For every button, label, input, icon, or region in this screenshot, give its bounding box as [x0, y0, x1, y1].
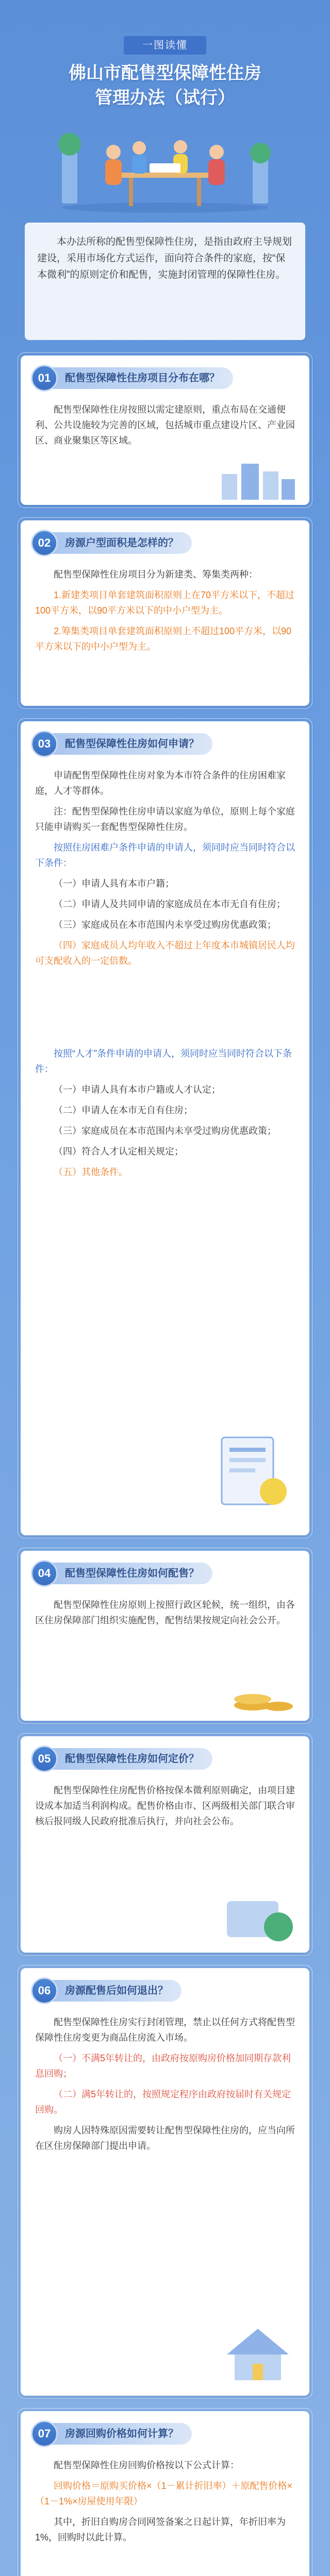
section-number: 03 [31, 731, 58, 757]
section-04-header [31, 1560, 212, 1587]
paragraph: 配售型保障性住房回购价格按以下公式计算： [54, 2460, 239, 2470]
section-number: 01 [31, 365, 58, 392]
title-line-2: 管理办法（试行） [95, 88, 235, 108]
paragraph: （一）申请人具有本市户籍； [54, 878, 174, 889]
paragraph: 按照住房困难户条件申请的申请人，须同时应当同时符合以下条件： [35, 842, 295, 868]
section-title: 配售型保障性住房如何申请？ [51, 733, 212, 755]
paragraph: 购房人因特殊原因需要转让配售型保障性住房的，应当向所在区住房保障部门提出申请。 [35, 2125, 295, 2151]
intro-text: 本办法所称的配售型保障性住房，是指由政府主导规划建设，采用市场化方式运作，面向符合条件的家庭，按“保本微利”的原则定价和配售，实施封闭管理的保障性住房。 [25, 223, 305, 340]
section-05-header [31, 1745, 212, 1772]
paragraph: 注：配售型保障性住房申请以家庭为单位，原则上每个家庭只能申请购买一套配售型保障性住房。 [35, 806, 295, 832]
section-06-header [31, 1977, 182, 2004]
coins-icon [227, 1669, 299, 1716]
section-06-card [21, 1968, 309, 2396]
paragraph: （四）家庭成员人均年收入不超过上年度本市城镇居民人均可支配收入的一定倍数。 [35, 940, 295, 966]
section-title: 配售型保障性住房如何配售？ [51, 1563, 212, 1584]
paragraph: （二）申请人在本市无自有住房； [54, 1105, 193, 1115]
spacer [35, 974, 295, 1046]
application-form-icon [206, 1432, 299, 1515]
section-01-header [31, 365, 233, 392]
section-04-body [35, 1597, 295, 1633]
paragraph: 配售型保障性住房项目分为新建类、筹集类两种： [54, 569, 258, 580]
paragraph: （一）申请人具有本市户籍或人才认定； [54, 1084, 221, 1095]
paragraph: 回购价格＝原购买价格×（1－累计折旧率）＋原配售价格×（1－1%×房屋使用年限） [35, 2481, 293, 2506]
section-03-body [35, 768, 295, 1185]
section-title: 房源回购价格如何计算？ [51, 2423, 192, 2445]
paragraph: 1.新建类项目单套建筑面积原则上在70平方米以下，不超过100平方米，以90平方米以下的中小户型为主。 [35, 590, 295, 616]
paragraph: （五）其他条件。 [54, 1167, 128, 1177]
section-06-body [35, 2014, 295, 2159]
paragraph: （二）申请人及共同申请的家庭成员在本市无自有住房； [54, 899, 286, 909]
section-number: 06 [31, 1977, 58, 2004]
section-03-header [31, 731, 212, 757]
paragraph: （四）符合人才认定相关规定； [54, 1146, 184, 1157]
title-line-1: 佛山市配售型保障性住房 [69, 63, 261, 83]
section-02-header [31, 530, 192, 556]
section-title: 配售型保障性住房项目分布在哪？ [51, 367, 233, 389]
paragraph: （二）满5年转让的，按照规定程序由政府按届时有关规定回购。 [35, 2089, 291, 2115]
price-tag-icon [217, 1891, 299, 1947]
house-key-icon [217, 2324, 299, 2385]
paragraph: （三）家庭成员在本市范围内未享受过购房优惠政策； [54, 920, 276, 930]
section-number: 05 [31, 1745, 58, 1772]
section-05-body [35, 1783, 295, 1834]
paragraph: 其中，折旧自购房合同网签备案之日起计算，年折旧率为1%，回购时以此计算。 [35, 2517, 286, 2543]
section-01-body [35, 402, 295, 453]
paragraph: （一）不满5年转让的，由政府按原购房价格加同期存款利息回购； [35, 2053, 291, 2079]
section-title: 配售型保障性住房如何定价？ [51, 1748, 212, 1770]
section-number: 02 [31, 530, 58, 556]
family-table-illustration [52, 116, 278, 214]
section-07-body [35, 2458, 295, 2550]
paragraph: （三）家庭成员在本市范围内未享受过购房优惠政策； [54, 1126, 276, 1136]
section-title: 房源户型面积是怎样的？ [51, 532, 192, 554]
paragraph: 配售型保障性住房按照以需定建原则，重点布局在交通便利、公共设施较为完善的区域，包括城市重点建设片区、产业园区、商业聚集区等区域。 [35, 404, 295, 446]
section-number: 07 [31, 2420, 58, 2447]
section-07-header [31, 2420, 192, 2447]
section-03-card [21, 721, 309, 1535]
section-07-card [21, 2411, 309, 2576]
page-title [0, 61, 330, 110]
hero-banner [0, 0, 330, 216]
section-02-card [21, 520, 309, 706]
header-badge: 一图读懂 [124, 36, 206, 55]
paragraph: 配售型保障性住房实行封闭管理，禁止以任何方式将配售型保障性住房变更为商品住房流入市场。 [35, 2017, 295, 2043]
paragraph: 配售型保障性住房原则上按照行政区轮候，统一组织，由各区住房保障部门组织实施配售，配售结果按规定向社会公开。 [35, 1600, 295, 1625]
paragraph: 申请配售型保障性住房对象为本市符合条件的住房困难家庭，人才等群体。 [35, 770, 286, 796]
paragraph: 按照“人才”条件申请的申请人，须同时应当同时符合以下条件： [35, 1048, 292, 1074]
city-icon [217, 459, 299, 500]
section-02-body [35, 567, 295, 659]
paragraph: 2.筹集类项目单套建筑面积原则上不超过100平方米，以90平方米以下的中小户型为主。 [35, 626, 292, 652]
section-title: 房源配售后如何退出？ [51, 1980, 182, 2002]
paragraph: 配售型保障性住房配售价格按保本微利原则确定，由项目建设成本加适当利润构成。配售价格由市、区两级相关部门联合审核后报同级人民政府批准后执行，并向社会公布。 [35, 1785, 295, 1826]
section-04-card [21, 1551, 309, 1721]
section-number: 04 [31, 1560, 58, 1587]
section-05-card [21, 1736, 309, 1953]
section-01-card [21, 355, 309, 505]
